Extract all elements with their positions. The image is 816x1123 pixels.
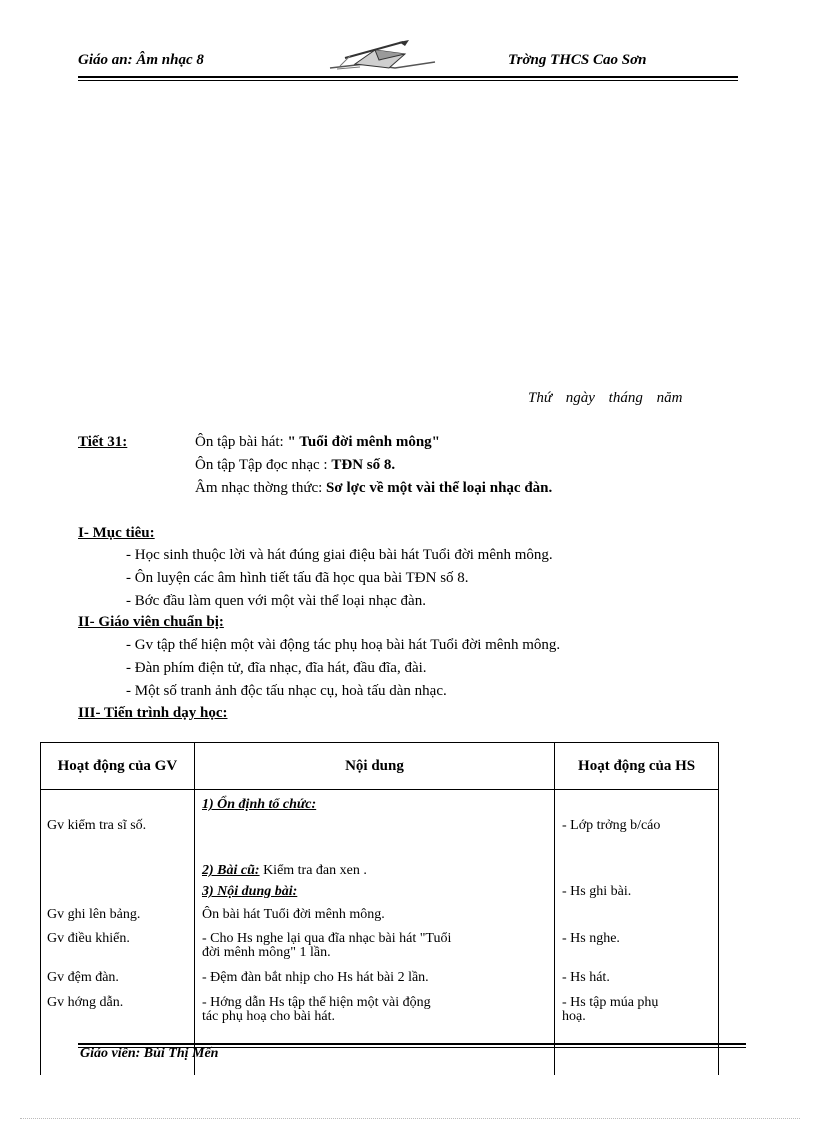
preparation-item: - Đàn phím điện tử, đĩa nhạc, đĩa hát, đầu đĩa, đài. — [126, 660, 427, 676]
header-rule-thin — [78, 80, 738, 81]
hs-row: - Hs ghi bài. — [562, 884, 632, 899]
header-subject: Giáo an: Âm nhạc 8 — [78, 52, 204, 68]
section-process-title: III- Tiến trình dạy học: — [78, 705, 228, 721]
content-line: đời mênh mông" 1 lần. — [202, 945, 331, 960]
objective-item: - Ôn luyện các âm hình tiết tấu đã học qua bài TĐN số 8. — [126, 570, 469, 586]
hs-row: - Lớp trởng b/cáo — [562, 818, 661, 833]
content-line: tác phụ hoạ cho bài hát. — [202, 1009, 335, 1024]
content-heading-organization: 1) Ổn định tổ chức: — [202, 797, 317, 812]
header-rule — [78, 76, 738, 78]
content-line: - Cho Hs nghe lại qua đĩa nhạc bài hát "Tuổi — [202, 931, 452, 946]
content-line: Ôn bài hát Tuổi đời mênh mông. — [202, 907, 385, 922]
header-content: Nội dung — [194, 743, 554, 790]
gv-row: Gv đệm đàn. — [47, 970, 119, 985]
lesson-line-1: Ôn tập bài hát: " Tuổi đời mênh mông" — [195, 434, 440, 450]
preparation-item: - Gv tập thể hiện một vài động tác phụ hoạ bài hát Tuổi đời mênh mông. — [126, 637, 561, 653]
gv-row: Gv điều khiển. — [47, 931, 130, 946]
book-quill-logo-icon — [325, 38, 445, 79]
objective-item: - Bớc đầu làm quen với một vài thể loại nhạc đàn. — [126, 593, 426, 609]
content-old-lesson: 2) Bài cũ: Kiểm tra đan xen . — [202, 863, 367, 878]
lesson-line-3: Âm nhạc thờng thức: Sơ lợc về một vài thể loại nhạc đàn. — [195, 480, 553, 496]
header-student-activity: Hoạt động của HS — [555, 743, 719, 790]
gv-row: Gv ghi lên bảng. — [47, 907, 141, 922]
preparation-item: - Một số tranh ảnh độc tấu nhạc cụ, hoà tấu dàn nhạc. — [126, 683, 447, 699]
content-heading-new-lesson: 3) Nội dung bài: — [202, 884, 298, 899]
hs-row: hoạ. — [562, 1009, 586, 1024]
hs-row: - Hs hát. — [562, 970, 610, 985]
objective-item: - Học sinh thuộc lời và hát đúng giai điệu bài hát Tuổi đời mênh mông. — [126, 547, 553, 563]
section-preparation-title: II- Giáo viên chuẩn bị: — [78, 614, 224, 630]
content-line: - Hớng dẫn Hs tập thể hiện một vài động — [202, 995, 431, 1010]
header-teacher-activity: Hoạt động của GV — [41, 743, 195, 790]
footer-teacher: Giáo viên: Bùi Thị Mến — [80, 1046, 219, 1061]
gv-row: Gv kiểm tra sĩ số. — [47, 818, 147, 833]
footer-rule — [78, 1043, 746, 1045]
hs-row: - Hs nghe. — [562, 931, 620, 946]
lesson-label: Tiết 31: — [78, 434, 128, 450]
page-edge-divider — [20, 1118, 800, 1119]
gv-row: Gv hớng dẫn. — [47, 995, 124, 1010]
header-school: Trờng THCS Cao Sơn — [508, 52, 647, 68]
date-line: Thứ ngày tháng năm — [528, 390, 683, 406]
hs-row: - Hs tập múa phụ — [562, 995, 659, 1010]
lesson-line-2: Ôn tập Tập đọc nhạc : TĐN số 8. — [195, 457, 396, 473]
section-objectives-title: I- Mục tiêu: — [78, 525, 155, 541]
content-line: - Đệm đàn bắt nhịp cho Hs hát bài 2 lần. — [202, 970, 429, 985]
